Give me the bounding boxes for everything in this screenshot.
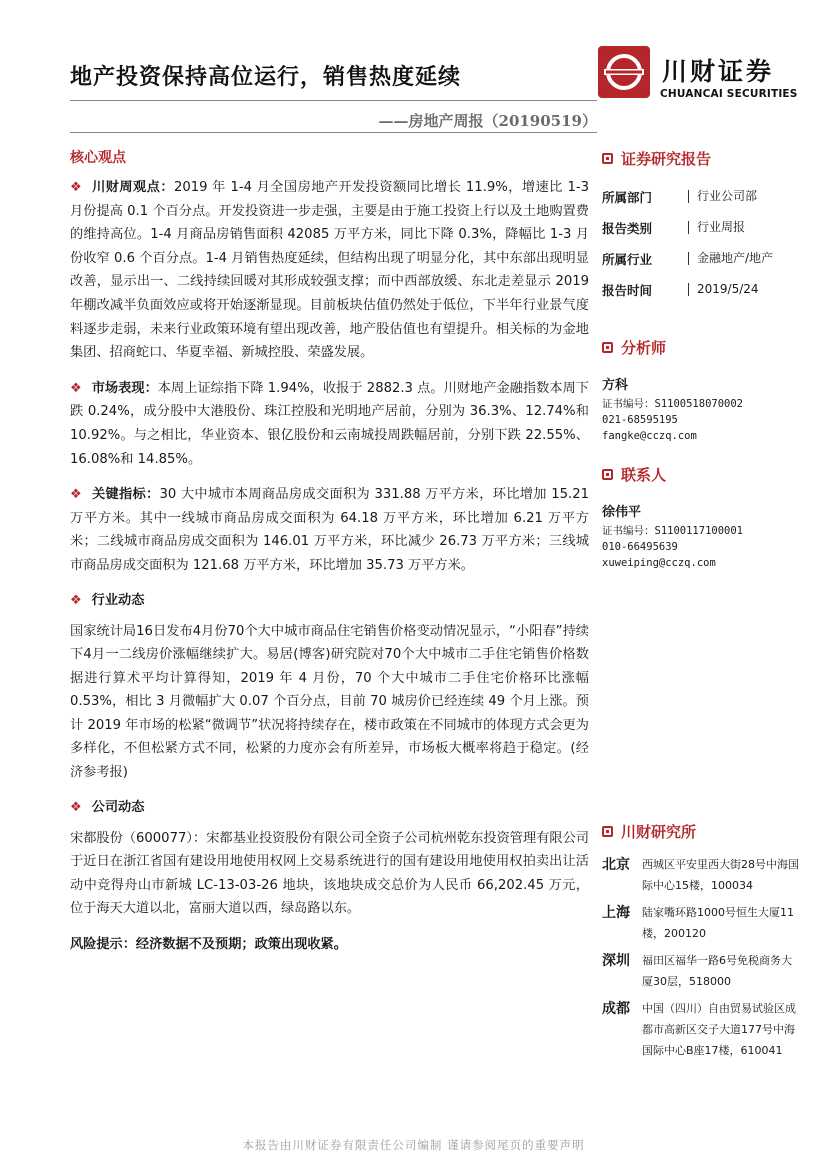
office-item: 上海 陆家嘴环路1000号恒生大厦11楼，200120 xyxy=(602,905,794,940)
page-title: 地产投资保持高位运行，销售热度延续 xyxy=(70,65,462,90)
company-logo xyxy=(598,46,798,108)
main-content xyxy=(70,148,589,957)
paragraph-indicators xyxy=(70,483,589,577)
lead-label: 关键指标： xyxy=(91,487,160,503)
diamond-bullet-icon: ❖ xyxy=(70,487,82,503)
meta-row: 所属部门 行业公司部 xyxy=(602,189,758,205)
industry-heading: ❖ 行业动态 xyxy=(70,592,145,608)
company-heading: ❖ 公司动态 xyxy=(70,799,145,815)
core-heading: 核心观点 xyxy=(70,150,126,166)
logo-cn-text: 川财证券 xyxy=(662,57,775,86)
contact-cert: 证书编号：S1100117100001 xyxy=(602,525,744,537)
section-marker-icon xyxy=(602,342,613,353)
analyst-phone: 021-68595195 xyxy=(602,414,678,426)
office-item: 成都 中国（四川）自由贸易试验区成都市高新区交子大道177号中海国际中心B座17楼，610041 xyxy=(602,1001,796,1057)
meta-row: 报告类别 行业周报 xyxy=(602,220,746,236)
analyst-heading: 分析师 xyxy=(602,337,802,358)
report-subtitle: ——房地产周报（20190519） xyxy=(378,112,597,130)
report-meta xyxy=(602,181,802,305)
page-footer: 本报告由川财证券有限责任公司编制 谨请参阅尾页的重要声明 xyxy=(242,1138,585,1152)
contact-card xyxy=(602,501,802,571)
contact-name: 徐伟平 xyxy=(602,505,642,520)
report-heading: 证券研究报告 xyxy=(602,148,802,169)
section-marker-icon xyxy=(602,469,613,480)
paragraph-text: 30 大中城市本周商品房成交面积为 331.88 万平方米，环比增加 15.21 万平方米。其中一线城市商品房成交面积为 64.18 万平方米，环比增加 6.21 万平方米；二线城市商品房成交面积为 146.01 万平方米，环比减少 26.73 万平方米；三线城市商品房成交面积为 121.68 万平方米，环比增加 35.73 万平方米。 xyxy=(70,487,590,573)
paragraph-text: 本周上证综指下降 1.94%，收报于 2882.3 点。川财地产金融指数本周下跌 0.24%，成分股中大港股份、珠江控股和光明地产居前，分别为 36.3%、12.74%和 10.92%。与之相比，华业资本、银亿股份和云南城投周跌幅居前，分别下跌 22.55%、16.08%和 14.85%。 xyxy=(70,380,589,467)
risk-notice: 风险提示：经济数据不及预期；政策出现收紧。 xyxy=(70,937,347,953)
analyst-card xyxy=(602,374,802,444)
institute-heading: 川财研究所 xyxy=(602,821,802,842)
diamond-bullet-icon: ❖ xyxy=(70,799,82,815)
header-divider-bottom xyxy=(70,132,597,133)
analyst-cert: 证书编号：S1100518070002 xyxy=(602,398,744,410)
section-marker-icon xyxy=(602,153,613,164)
logo-mark-icon xyxy=(598,46,650,98)
meta-row: 所属行业 金融地产/地产 xyxy=(602,251,774,267)
diamond-bullet-icon: ❖ xyxy=(70,180,83,195)
lead-label: 川财周观点： xyxy=(92,180,174,195)
paragraph-weekly-view xyxy=(70,176,589,365)
paragraph-market xyxy=(70,377,589,471)
office-item: 深圳 福田区福华一路6号免税商务大厦30层，518000 xyxy=(602,953,792,988)
paragraph-text: 2019 年 1-4 月全国房地产开发投资额同比增长 11.9%，增速比 1-3 月份提高 0.1 个百分点。开发投资进一步走强，主要是由于施工投资上行以及土地购置费的维持高位。1-4 月商品房销售面积 42085 万平方米，同比下降 0.3%，降幅比 1-3 月份收窄 0.6 个百分点。1-4 月销售热度延续，但结构出现了明显分化，其中东部出现明显改善，显示出一、二线持续回暖对其形成较强支撑；而中西部放缓、东北走差显示 2019 年棚改减半负面效应或将开始逐渐显现。目前板块估值仍然处于低位，下半年行业景气度料逐步走弱，未来行业政策环境有望出现改善，地产股估值也有望提升。相关标的为金地集团、招商蛇口、华夏幸福、新城控股、荣盛发展。 xyxy=(70,180,590,361)
contact-heading: 联系人 xyxy=(602,464,802,485)
office-list xyxy=(602,854,802,1061)
diamond-bullet-icon: ❖ xyxy=(70,380,82,396)
industry-paragraph: 国家统计局16日发布4月份70个大中城市商品住宅销售价格变动情况显示，“小阳春”持续下4月一二线房价涨幅继续扩大。易居(博客)研究院对70个大中城市二手住宅销售价格数据进行算术平均计算得知，2019 年 4 月份，70 个大中城市二手住宅价格环比涨幅 0.53%，相比 3 月微幅扩大 0.07 个百分点，目前 70 城房价已经连续 49 个月上涨。预计 2019 年市场的松紧“微调节”状况将持续存在，楼市政策在不同城市的体现方式会更为多样化，不但松紧方式不同，松紧的力度亦会有所差异，市场板大概率将趋于稳定。(经济参考报) xyxy=(70,623,589,781)
diamond-bullet-icon: ❖ xyxy=(70,592,82,608)
sidebar xyxy=(602,148,802,1067)
company-paragraph: 宋都股份（600077）：宋都基业投资股份有限公司全资子公司杭州乾东投资管理有限公司于近日在浙江省国有建设用地使用权网上交易系统进行的国有建设用地使用权拍卖出让活动中竞得舟山市新城 LC-13-03-26 地块，该地块成交总价为人民币 66,202.45 万元，位于海天大道以北，富丽大道以西，绿岛路以东。 xyxy=(70,830,589,917)
analyst-email[interactable]: fangke@cczq.com xyxy=(602,430,697,442)
contact-phone: 010-66495639 xyxy=(602,541,678,553)
meta-row: 报告时间 2019/5/24 xyxy=(602,282,759,298)
section-marker-icon xyxy=(602,826,613,837)
contact-email[interactable]: xuweiping@cczq.com xyxy=(602,557,716,569)
analyst-name: 方科 xyxy=(602,378,629,393)
logo-en-text: CHUANCAI SECURITIES xyxy=(660,88,798,100)
office-item: 北京 西城区平安里西大街28号中海国际中心15楼，100034 xyxy=(602,857,799,892)
lead-label: 市场表现： xyxy=(91,380,158,396)
header-divider-top xyxy=(70,100,597,101)
